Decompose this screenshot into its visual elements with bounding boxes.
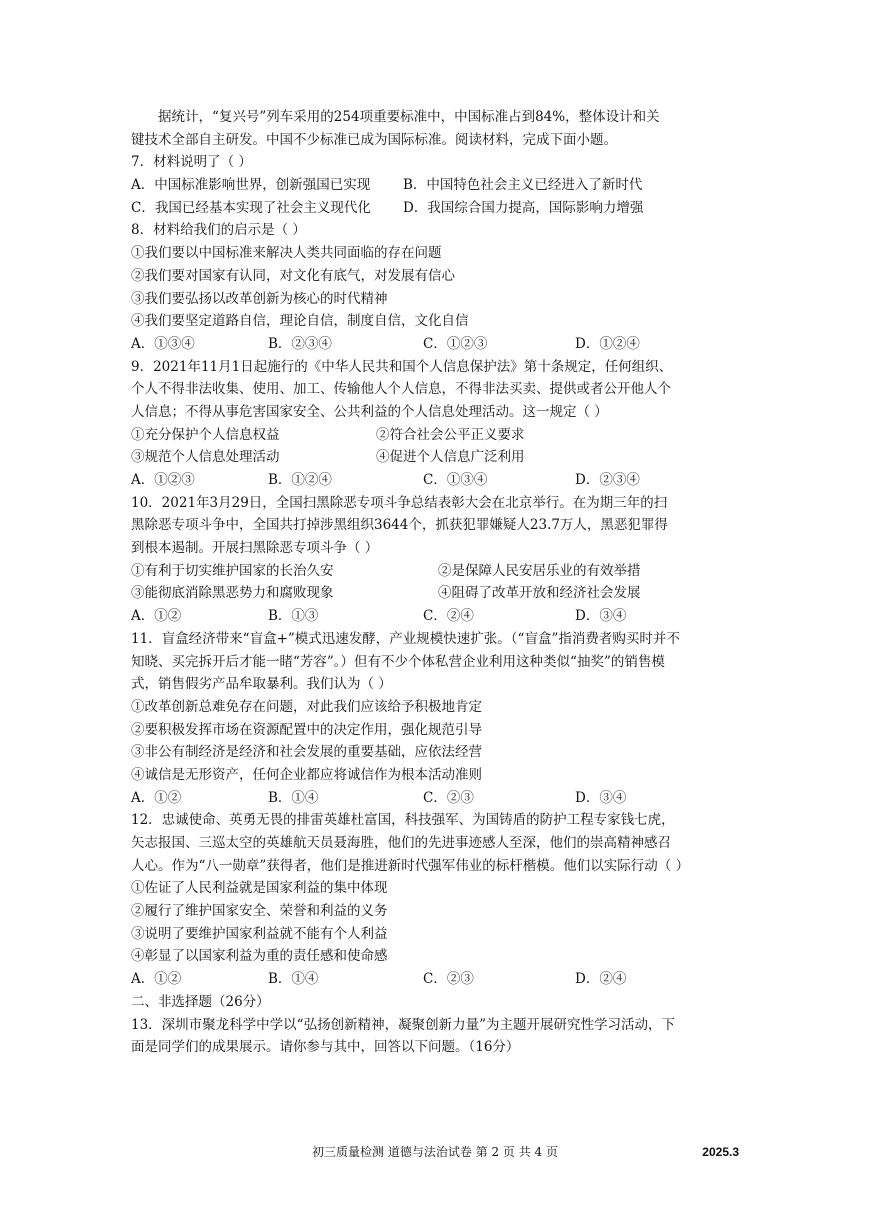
option-c: C．①②③: [423, 335, 488, 352]
option-c: C．我国已经基本实现了社会主义现代化: [131, 199, 371, 216]
footer-title: 初三质量检测 道德与法治试卷 第 2 页 共 4 页: [312, 1145, 558, 1159]
question-stem: 面是同学们的成果展示。请你参与其中，回答以下问题。（16分）: [131, 1039, 520, 1056]
statement: ①有利于切实维护国家的长治久安: [131, 562, 334, 579]
question-stem: 7．材料说明了（ ）: [131, 154, 252, 171]
option-d: D．③④: [575, 789, 627, 806]
option-d: D．③④: [575, 608, 627, 625]
option-b: B．①②④: [268, 472, 332, 488]
option-c: C．②④: [423, 608, 474, 625]
material-line: 键技术全部自主研发。中国不少标准已成为国际标准。阅读材料，完成下面小题。: [131, 131, 617, 148]
statement: ④彰显了以国家利益为重的责任感和使命感: [131, 948, 388, 965]
question-stem: 矢志报国、三巡太空的英雄航天员聂海胜，他们的先进事迹感人至深，他们的崇高精神感召: [131, 835, 671, 851]
option-a: A．①②: [131, 608, 182, 625]
statement: ①我们要以中国标准来解决人类共同面临的存在问题: [131, 245, 442, 262]
option-a: A．①②③: [131, 472, 195, 488]
option-row: [131, 174, 740, 197]
statement: ②符合社会公平正义要求: [376, 426, 525, 443]
option-b: B．①④: [268, 971, 319, 988]
question-stem: 12．忠诚使命、英勇无畏的排雷英雄杜富国，科技强军、为国铸盾的防护工程专家钱七虎，: [131, 812, 675, 829]
statement: ②履行了维护国家安全、荣誉和利益的义务: [131, 903, 388, 920]
option-b: B．中国特色社会主义已经进入了新时代: [403, 177, 643, 194]
question-stem: 个人不得非法收集、使用、加工、传输他人个人信息，不得非法买卖、提供或者公开他人个: [131, 381, 671, 398]
section-heading: 二、非选择题（26分）: [131, 993, 270, 1010]
option-a: A．中国标准影响世界，创新强国已实现: [131, 177, 371, 194]
question-stem: 到根本遏制。开展扫黑除恶专项斗争（ ）: [131, 540, 379, 557]
statement: ③我们要弘扬以改革创新为核心的时代精神: [131, 290, 388, 307]
option-b: B．①③: [268, 608, 319, 625]
statement-row: [131, 582, 740, 605]
statement: ②要积极发挥市场在资源配置中的决定作用，强化规范引导: [131, 721, 482, 738]
statement: ④诚信是无形资产，任何企业都应将诚信作为根本活动准则: [131, 766, 482, 783]
option-d: D．我国综合国力提高，国际影响力增强: [403, 199, 644, 216]
page-footer: [0, 1142, 870, 1162]
option-b: B．②③④: [268, 335, 332, 352]
option-row: [131, 333, 740, 356]
option-row: [131, 605, 740, 628]
option-row: [131, 968, 740, 991]
option-c: C．①③④: [423, 472, 488, 488]
statement-row: [131, 446, 740, 469]
question-stem: 人信息；不得从事危害国家安全、公共利益的个人信息处理活动。这一规定（ ）: [131, 403, 608, 420]
statement: ③规范个人信息处理活动: [131, 449, 280, 466]
statement-row: [131, 424, 740, 447]
option-row: [131, 197, 740, 220]
option-row: [131, 469, 740, 492]
material-line: 据统计，“复兴号”列车采用的254项重要标准中，中国标准占到84%，整体设计和关: [158, 109, 660, 125]
option-d: D．②④: [575, 971, 627, 988]
question-stem: 10．2021年3月29日，全国扫黑除恶专项斗争总结表彰大会在北京举行。在为期三年的扫: [131, 494, 668, 511]
option-b: B．①④: [268, 789, 319, 806]
question-stem: 8．材料给我们的启示是（ ）: [131, 222, 306, 239]
option-a: A．①②: [131, 789, 182, 806]
statement: ④阻碍了改革开放和经济社会发展: [438, 585, 641, 602]
statement: ②我们要对国家有认同，对文化有底气，对发展有信心: [131, 267, 455, 284]
statement: ③说明了要维护国家利益就不能有个人利益: [131, 925, 388, 942]
statement: ①充分保护个人信息权益: [131, 426, 280, 443]
statement: ①佐证了人民利益就是国家利益的集中体现: [131, 880, 388, 897]
option-d: D．②③④: [575, 472, 640, 488]
statement: ③能彻底消除黑恶势力和腐败现象: [131, 585, 334, 602]
statement: ③非公有制经济是经济和社会发展的重要基础，应依法经营: [131, 744, 482, 761]
statement: ②是保障人民安居乐业的有效举措: [438, 562, 641, 579]
statement: ④我们要坚定道路自信，理论自信，制度自信，文化自信: [131, 313, 469, 330]
option-d: D．①②④: [575, 335, 640, 352]
option-c: C．②③: [423, 789, 474, 806]
question-stem: 式，销售假劣产品牟取暴利。我们认为（ ）: [131, 676, 392, 693]
statement-row: [131, 560, 740, 583]
option-row: [131, 787, 740, 810]
question-stem: 9．2021年11月1日起施行的《中华人民共和国个人信息保护法》第十条规定，任何组织、: [131, 358, 673, 375]
option-a: A．①③④: [131, 335, 195, 352]
statement: ④促进个人信息广泛利用: [376, 449, 525, 466]
question-stem: 11．盲盒经济带来“盲盒+”模式迅速发酵，产业规模快速扩张。（“盲盒”指消费者购买时并不: [131, 630, 680, 647]
option-a: A．①②: [131, 971, 182, 988]
question-stem: 人心。作为“八一勋章”获得者，他们是推进新时代强军伟业的标杆楷模。他们以实际行动（ ）: [131, 857, 690, 874]
question-stem: 知晓、买完拆开后才能一睹“芳容”。）但有不少个体私营企业利用这种类似“抽奖”的销售模: [131, 653, 665, 670]
question-stem: 13．深圳市聚龙科学中学以“弘扬创新精神，凝聚创新力量”为主题开展研究性学习活动，下: [131, 1016, 675, 1033]
option-c: C．②③: [423, 971, 474, 988]
statement: ①改革创新总难免存在问题，对此我们应该给予积极地肯定: [131, 698, 482, 715]
question-stem: 黑除恶专项斗争中，全国共打掉涉黑组织3644个，抓获犯罪嫌疑人23.7万人，黑恶犯罪得: [131, 517, 668, 534]
footer-date: 2025.3: [702, 1145, 739, 1159]
exam-page-content: [131, 106, 740, 1059]
